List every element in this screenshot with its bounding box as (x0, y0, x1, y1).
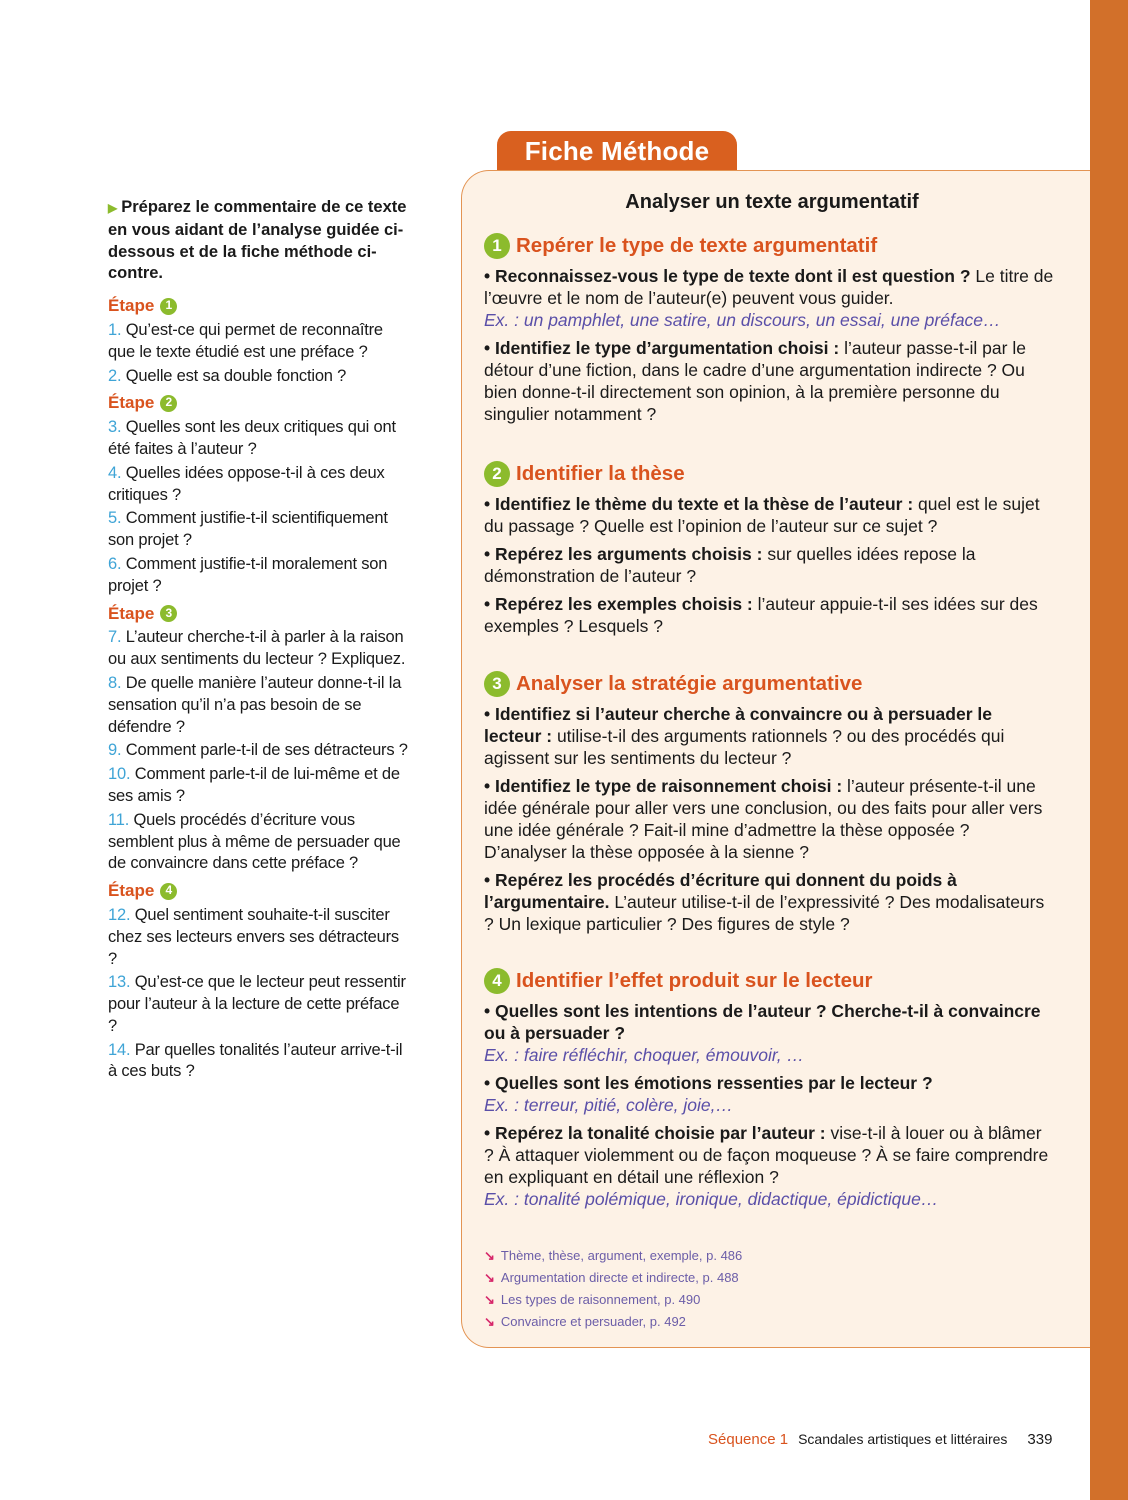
reference-link-text: Argumentation directe et indirecte, p. 488 (500, 1270, 739, 1285)
question-text: Comment parle-t-il de ses détracteurs ? (125, 741, 408, 760)
sequence-title: Scandales artistiques et littéraires (798, 1431, 1008, 1447)
question (108, 417, 412, 461)
side-band (1090, 0, 1128, 1500)
page-footer (708, 1431, 1052, 1448)
arrow-down-right-icon: ↘ (484, 1314, 495, 1329)
item-lead: • Identifiez le type d’argumentation choisi : (484, 338, 840, 358)
item-lead: • Repérez la tonalité choisie par l’auteur : (484, 1123, 826, 1143)
fiche-section-1 (484, 233, 1054, 431)
section-heading (484, 233, 1054, 259)
question-text: Comment justifie-t-il moralement son projet ? (108, 554, 388, 595)
question-text: De quelle manière l’auteur donne-t-il la sensation qu’il n’a pas besoin de se défendre ? (108, 673, 402, 736)
item-text: sur quelles idées repose la démonstration de l’auteur ? (484, 544, 976, 586)
arrow-down-right-icon: ↘ (484, 1292, 495, 1307)
question-text: Quelles idées oppose-t-il à ces deux critiques ? (108, 463, 385, 504)
cross-references (484, 1245, 742, 1333)
question (108, 810, 412, 875)
etape-heading (108, 295, 412, 317)
method-item (484, 543, 1054, 587)
method-item (484, 1122, 1054, 1210)
question-number: 10. (108, 765, 131, 784)
question-number: 14. (108, 1040, 131, 1059)
question (108, 740, 412, 762)
page-number: 339 (1027, 1431, 1053, 1448)
section-heading-text: Identifier la thèse (516, 462, 685, 485)
item-text: vise-t-il à louer ou à blâmer ? À attaquer violemment ou de façon moqueuse ? À se faire comprendre en expliquant en détail une réflexion ? (484, 1123, 1049, 1187)
question-number: 4. (108, 463, 122, 482)
method-item (484, 703, 1054, 769)
fiche-section-4 (484, 968, 1054, 1216)
question (108, 463, 412, 507)
item-lead: • Reconnaissez-vous le type de texte dont il est question ? (484, 266, 971, 286)
fiche-section-3 (484, 671, 1054, 941)
etape-label: Étape (108, 296, 155, 316)
item-text: quel est le sujet du passage ? Quelle est l’opinion de l’auteur sur ce sujet ? (484, 494, 1040, 536)
item-lead: • Repérez les arguments choisis : (484, 544, 763, 564)
item-lead: • Repérez les exemples choisis : (484, 594, 753, 614)
question-text: L’auteur cherche-t-il à parler à la raison ou aux sentiments du lecteur ? Expliquez. (108, 628, 406, 669)
item-example: Ex. : un pamphlet, une satire, un discours, un essai, une préface… (484, 310, 1001, 330)
intro-text: Préparez le commentaire de ce texte en vous aidant de l’analyse guidée ci-dessous et de la fiche méthode ci-contre. (108, 198, 407, 283)
question-number: 2. (108, 366, 122, 385)
section-heading (484, 968, 1054, 994)
question-number: 12. (108, 905, 131, 924)
triangle-icon: ▶ (108, 201, 118, 215)
arrow-down-right-icon: ↘ (484, 1270, 495, 1285)
section-heading (484, 461, 1054, 487)
item-lead: • Quelles sont les intentions de l’auteur ? Cherche-t-il à convaincre ou à persuader ? (484, 1001, 1041, 1043)
etape-heading (108, 603, 412, 625)
question-number: 11. (108, 810, 130, 829)
method-item (484, 1000, 1054, 1066)
section-heading-text: Analyser la stratégie argumentative (516, 672, 863, 695)
item-text: utilise-t-il des arguments rationnels ? ou des procédés qui agissent sur les sentiments du lecteur ? (484, 726, 1005, 768)
question-text: Qu’est-ce que le lecteur peut ressentir pour l’auteur à la lecture de cette préface ? (108, 973, 406, 1035)
guided-analysis (108, 197, 412, 1085)
reference-link[interactable] (484, 1245, 742, 1267)
reference-link-text: Thème, thèse, argument, exemple, p. 486 (500, 1248, 743, 1263)
section-number-icon: 1 (484, 233, 510, 259)
etape-number-icon: 4 (160, 883, 177, 900)
reference-link-text: Convaincre et persuader, p. 492 (500, 1314, 686, 1329)
etape-number-icon: 2 (160, 395, 177, 412)
section-heading (484, 671, 1054, 697)
item-text: l’auteur présente-t-il une idée générale pour aller vers une conclusion, ou des faits pour aller vers une idée générale ? Fait-il mine d’admettre la thèse opposée ? D’analyser la thèse opposée à la sienne ? (484, 776, 1043, 862)
question-text: Quel sentiment souhaite-t-il susciter chez ses lecteurs envers ses détracteurs ? (108, 905, 399, 968)
item-lead: • Identifiez le thème du texte et la thèse de l’auteur : (484, 494, 914, 514)
etape-number-icon: 3 (160, 605, 177, 622)
method-item (484, 337, 1054, 425)
question-text: Qu’est-ce qui permet de reconnaître que le texte étudié est une préface ? (108, 320, 383, 361)
section-heading-text: Repérer le type de texte argumentatif (516, 234, 878, 257)
question-number: 3. (108, 418, 122, 437)
question (108, 764, 412, 808)
item-lead: • Identifiez si l’auteur cherche à convaincre ou à persuader le lecteur : (484, 704, 992, 746)
item-text: Le titre de l’œuvre et le nom de l’auteur(e) peuvent vous guider. (484, 266, 1054, 308)
question-number: 5. (108, 509, 122, 528)
section-number-icon: 3 (484, 671, 510, 697)
method-item (484, 493, 1054, 537)
method-item (484, 1072, 1054, 1116)
question (108, 320, 412, 364)
fiche-section-2 (484, 461, 1054, 643)
question-text: Quels procédés d’écriture vous semblent plus à même de persuader que de convaincre dans cette préface ? (108, 810, 401, 873)
question (108, 627, 412, 671)
question-number: 9. (108, 741, 122, 760)
etape-label: Étape (108, 881, 155, 901)
method-item (484, 869, 1054, 935)
question-text: Quelles sont les deux critiques qui ont été faites à l’auteur ? (108, 418, 396, 458)
method-item (484, 593, 1054, 637)
question-text: Comment justifie-t-il scientifiquement son projet ? (108, 509, 388, 550)
question (108, 972, 412, 1037)
question-text: Par quelles tonalités l’auteur arrive-t-il à ces buts ? (108, 1040, 403, 1081)
question-text: Comment parle-t-il de lui-même et de ses amis ? (108, 765, 400, 805)
item-text: L’auteur utilise-t-il de l’expressivité ? Des modalisateurs ? Un lexique particulier ? Des figures de style ? (484, 892, 1045, 934)
question-number: 7. (108, 628, 122, 647)
reference-link-text: Les types de raisonnement, p. 490 (500, 1292, 701, 1307)
question (108, 508, 412, 552)
etape-heading (108, 880, 412, 902)
section-heading-text: Identifier l’effet produit sur le lecteur (516, 969, 873, 992)
fiche-title: Analyser un texte argumentatif (625, 191, 919, 213)
reference-link[interactable] (484, 1311, 742, 1333)
item-example: Ex. : tonalité polémique, ironique, didactique, épidictique… (484, 1189, 939, 1209)
question-number: 1. (108, 320, 122, 339)
item-example: Ex. : faire réfléchir, choquer, émouvoir, … (484, 1045, 805, 1065)
sequence-label: Séquence 1 (708, 1431, 789, 1448)
question-text: Quelle est sa double fonction ? (125, 366, 347, 385)
question-number: 13. (108, 973, 131, 992)
intro-instruction (108, 197, 412, 285)
fiche-methode-box (461, 170, 1090, 1348)
item-lead: • Repérez les procédés d’écriture qui donnent du poids à l’argumentaire. (484, 870, 957, 912)
method-item (484, 775, 1054, 863)
item-example: Ex. : terreur, pitié, colère, joie,… (484, 1095, 733, 1115)
item-lead: • Identifiez le type de raisonnement choisi : (484, 776, 843, 796)
question (108, 1040, 412, 1084)
question (108, 673, 412, 738)
item-text: l’auteur passe-t-il par le détour d’une fiction, dans le cadre d’une argumentation indirecte ? Ou bien donne-t-il directement son opinion, à la première personne du singulier notamment ? (484, 338, 1026, 424)
section-number-icon: 4 (484, 968, 510, 994)
etape-label: Étape (108, 603, 155, 623)
question-number: 6. (108, 554, 122, 573)
etape-number-icon: 1 (160, 298, 177, 315)
question (108, 366, 412, 388)
item-lead: • Quelles sont les émotions ressenties par le lecteur ? (484, 1073, 933, 1093)
question-number: 8. (108, 673, 122, 692)
fiche-methode-tab: Fiche Méthode (497, 131, 737, 171)
section-number-icon: 2 (484, 461, 510, 487)
item-text: l’auteur appuie-t-il ses idées sur des exemples ? Lesquels ? (484, 594, 1038, 636)
arrow-down-right-icon: ↘ (484, 1248, 495, 1263)
method-item (484, 265, 1054, 331)
etape-heading (108, 392, 412, 414)
question (108, 554, 412, 598)
reference-link[interactable] (484, 1267, 742, 1289)
etape-label: Étape (108, 393, 155, 413)
reference-link[interactable] (484, 1289, 742, 1311)
question (108, 905, 412, 970)
